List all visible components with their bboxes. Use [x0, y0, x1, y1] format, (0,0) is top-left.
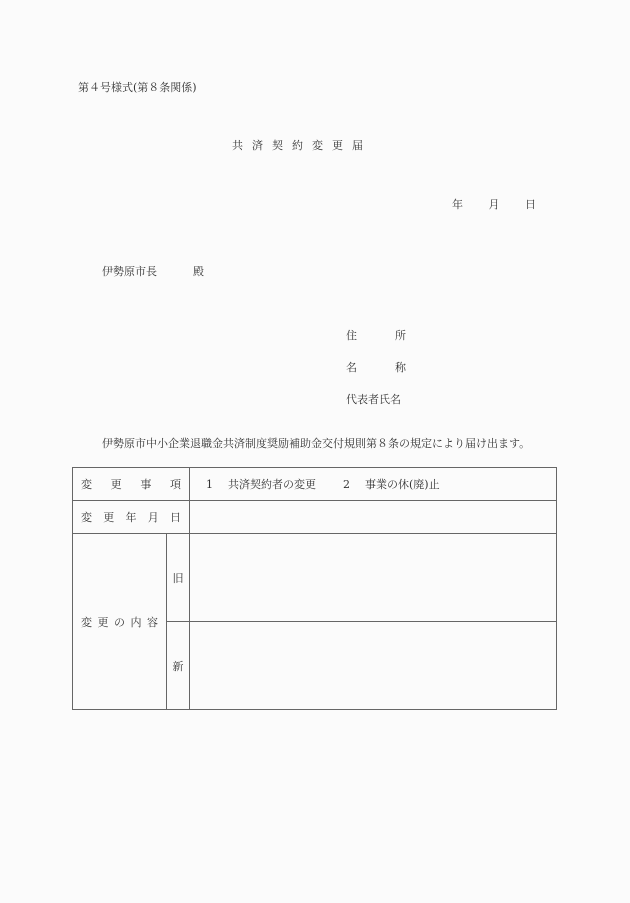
new-label: 新 [167, 622, 190, 710]
change-item-options[interactable] [190, 468, 557, 501]
option-2-number: 2 [343, 478, 350, 491]
label-char: の [114, 615, 125, 629]
old-value[interactable] [190, 534, 557, 622]
new-value[interactable] [190, 622, 557, 710]
label-char: 日 [170, 511, 181, 524]
label-char: 更 [103, 511, 115, 524]
label-char: 項 [169, 478, 181, 491]
label-char: 変 [81, 511, 92, 524]
table-row-change-date [73, 501, 557, 534]
label-char: 変 [81, 478, 92, 491]
change-form-table [72, 467, 557, 710]
applicant-address [346, 329, 406, 343]
table-row-change-old [73, 534, 557, 622]
applicant-representative [346, 393, 401, 407]
name-label: 名称 [346, 361, 406, 374]
day-label: 日 [525, 198, 536, 211]
change-content-label [73, 534, 167, 710]
month-label: 月 [488, 198, 500, 211]
option-2-text: 事業の休(廃)止 [365, 478, 440, 491]
year-label: 年 [452, 198, 463, 211]
label-char: 変 [81, 615, 92, 629]
label-char: 月 [147, 511, 159, 524]
date-line [452, 198, 536, 212]
option-1-number: 1 [206, 478, 213, 491]
old-label: 旧 [167, 534, 190, 622]
change-item-label [73, 468, 190, 501]
representative-label: 代表者氏名 [346, 393, 401, 406]
table-row-change-item [73, 468, 557, 501]
addressee-name: 伊勢原市長 [102, 265, 157, 278]
document-title: 共済契約変更届 [232, 139, 372, 152]
addressee [102, 265, 204, 279]
option-1-text: 共済契約者の変更 [228, 478, 316, 491]
change-date-value[interactable] [190, 501, 557, 534]
addressee-honorific: 殿 [193, 265, 204, 278]
address-label: 住所 [346, 329, 406, 342]
form-number: 第４号様式(第８条関係) [78, 81, 197, 94]
label-char: 年 [125, 511, 137, 524]
label-char: 更 [110, 478, 122, 491]
label-char: 更 [97, 615, 109, 629]
label-char: 事 [140, 478, 152, 491]
label-char: 内 [130, 615, 142, 629]
statement: 伊勢原市中小企業退職金共済制度奨励補助金交付規則第８条の規定により届け出ます。 [102, 437, 531, 450]
label-char: 容 [147, 615, 158, 629]
applicant-name [346, 361, 406, 375]
change-date-label [73, 501, 190, 534]
